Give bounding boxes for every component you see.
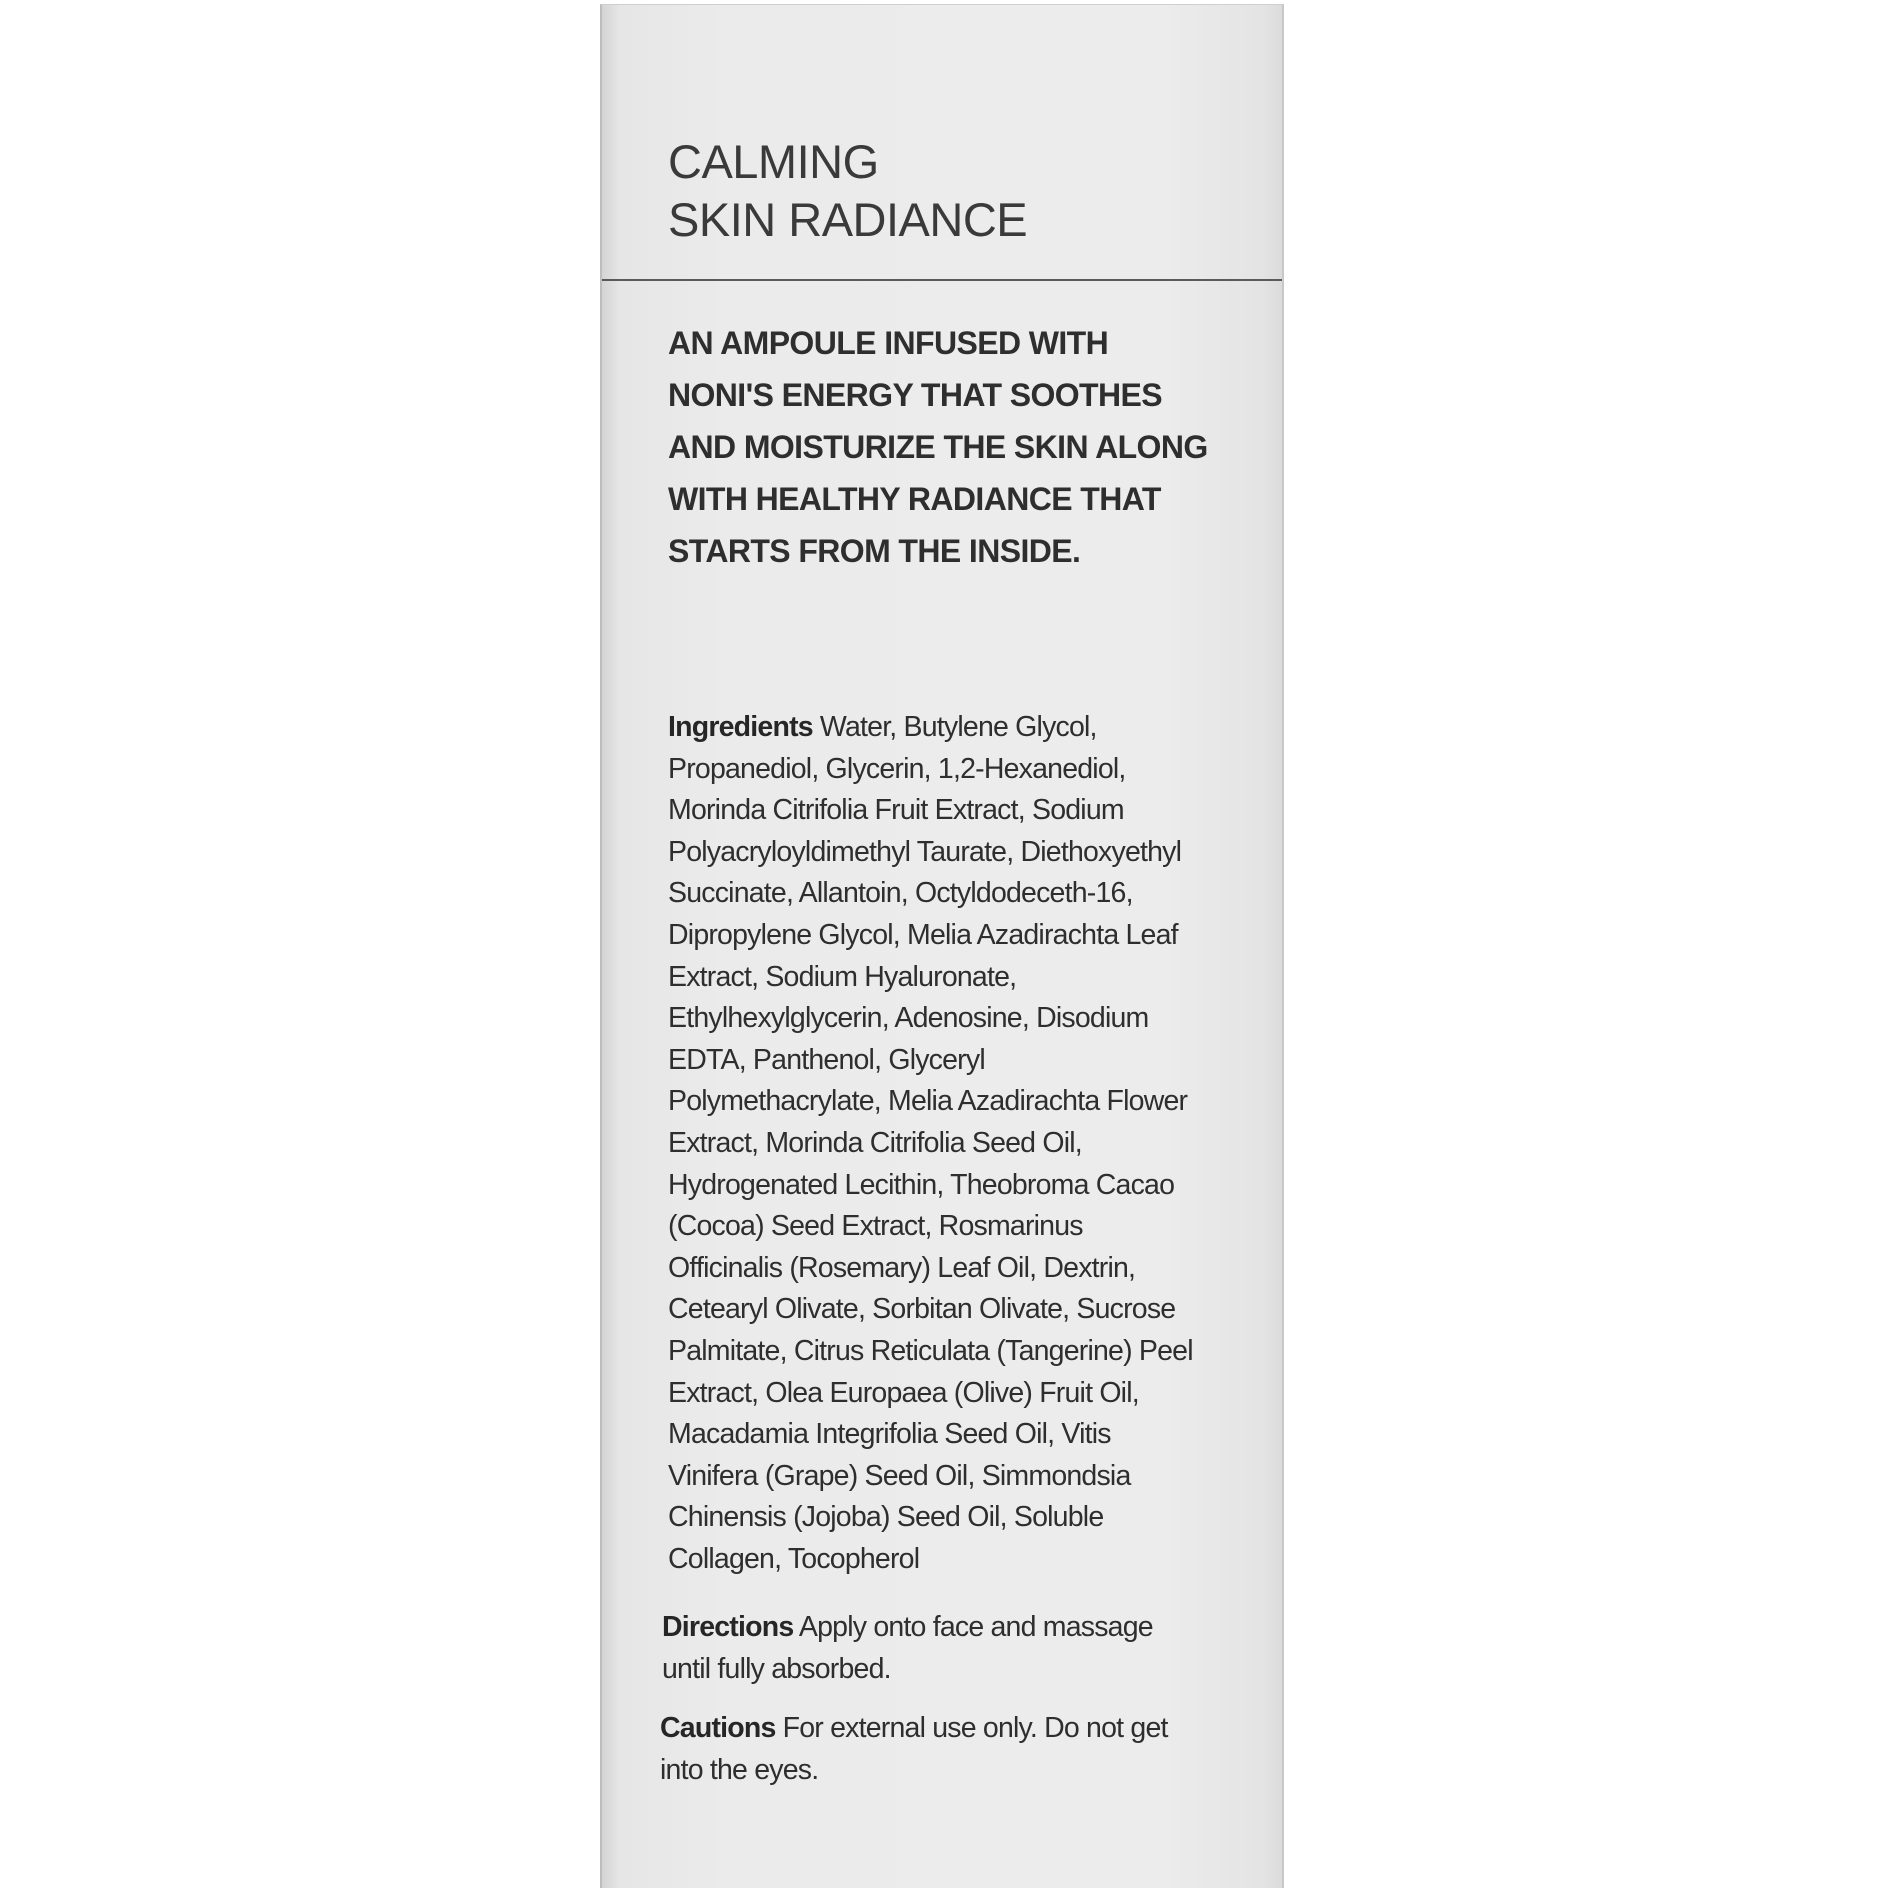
ingredients-line: Dipropylene Glycol, Melia Azadirachta Leaf (668, 918, 1178, 951)
title-line-2: SKIN RADIANCE (668, 193, 1028, 246)
ingredients-line: Propanediol, Glycerin, 1,2-Hexanediol, (668, 752, 1126, 785)
description-line: WITH HEALTHY RADIANCE THAT (668, 481, 1161, 517)
ingredients-line: Palmitate, Citrus Reticulata (Tangerine) Peel (668, 1334, 1193, 1367)
description-line: STARTS FROM THE INSIDE. (668, 533, 1081, 569)
cautions-text: For external use only. Do not get (775, 1712, 1168, 1744)
ingredients-line: Extract, Sodium Hyaluronate, (668, 960, 1017, 993)
ingredients-line: Vinifera (Grape) Seed Oil, Simmondsia (668, 1459, 1131, 1492)
ingredients-line: Ethylhexylglycerin, Adenosine, Disodium (668, 1002, 1149, 1035)
directions-section (662, 1606, 1242, 1690)
ingredients-first-line: Water, Butylene Glycol, (812, 711, 1097, 743)
lid-fold-line (602, 279, 1282, 281)
directions-text: Apply onto face and massage (793, 1611, 1153, 1643)
product-description (668, 317, 1248, 577)
ingredients-line: Chinensis (Jojoba) Seed Oil, Soluble (668, 1501, 1104, 1534)
ingredients-label: Ingredients (668, 711, 813, 743)
directions-line: until fully absorbed. (662, 1653, 891, 1685)
description-line: AN AMPOULE INFUSED WITH (668, 325, 1109, 361)
directions-label: Directions (662, 1611, 794, 1643)
product-box-side-panel (600, 4, 1284, 1888)
cautions-section (660, 1707, 1240, 1791)
ingredients-line: Succinate, Allantoin, Octyldodeceth-16, (668, 877, 1133, 910)
ingredients-list (668, 707, 1248, 1580)
ingredients-line: Officinalis (Rosemary) Leaf Oil, Dextrin, (668, 1251, 1136, 1284)
description-line: AND MOISTURIZE THE SKIN ALONG (668, 429, 1208, 465)
product-title (668, 133, 1228, 249)
ingredients-line: Extract, Olea Europaea (Olive) Fruit Oil, (668, 1376, 1139, 1409)
cautions-line: into the eyes. (660, 1754, 819, 1786)
ingredients-line: Macadamia Integrifolia Seed Oil, Vitis (668, 1418, 1111, 1451)
ingredients-line: Polyacryloyldimethyl Taurate, Diethoxyethyl (668, 835, 1182, 868)
ingredients-line: (Cocoa) Seed Extract, Rosmarinus (668, 1210, 1083, 1243)
ingredients-line: Polymethacrylate, Melia Azadirachta Flower (668, 1085, 1188, 1118)
cautions-label: Cautions (660, 1712, 776, 1744)
ingredients-line: Extract, Morinda Citrifolia Seed Oil, (668, 1126, 1082, 1159)
ingredients-line: Morinda Citrifolia Fruit Extract, Sodium (668, 794, 1124, 827)
ingredients-line (668, 707, 1248, 749)
cautions-line (660, 1707, 1240, 1749)
directions-line (662, 1606, 1242, 1648)
description-line: NONI'S ENERGY THAT SOOTHES (668, 377, 1162, 413)
ingredients-line: EDTA, Panthenol, Glyceryl (668, 1043, 985, 1076)
ingredients-line: Collagen, Tocopherol (668, 1542, 920, 1575)
ingredients-line: Cetearyl Olivate, Sorbitan Olivate, Sucrose (668, 1293, 1176, 1326)
title-line-1: CALMING (668, 135, 879, 188)
ingredients-line: Hydrogenated Lecithin, Theobroma Cacao (668, 1168, 1175, 1201)
